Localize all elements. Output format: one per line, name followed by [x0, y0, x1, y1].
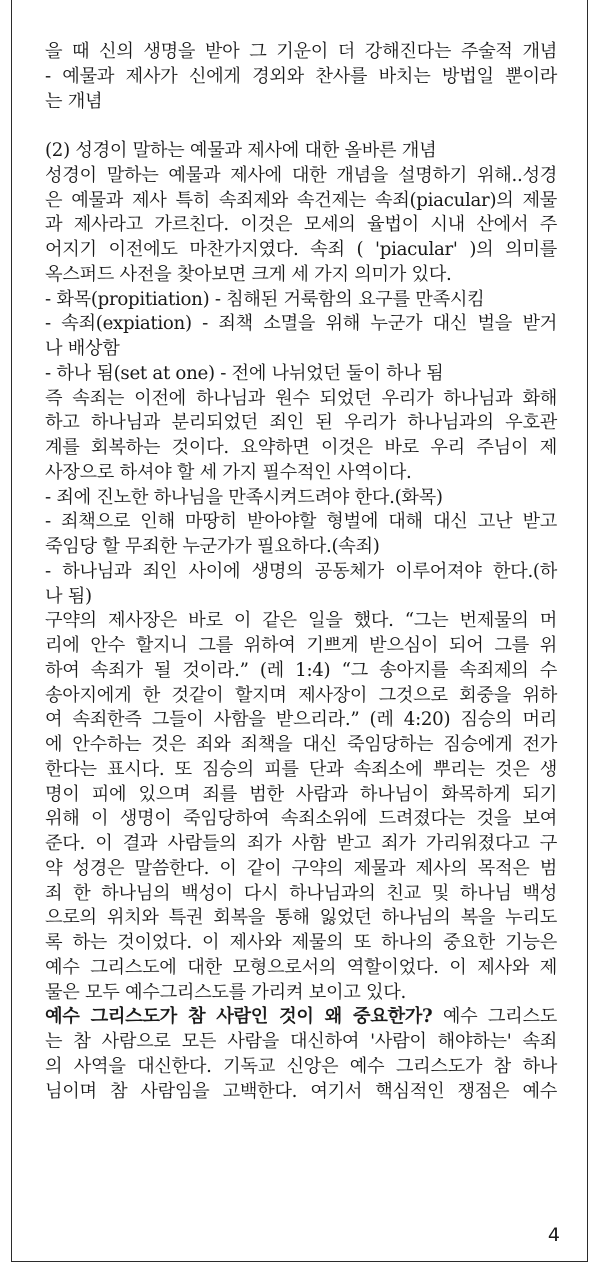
section-heading: (2) 성경이 말하는 예물과 제사에 대한 올바른 개념 [45, 140, 437, 161]
text-line: 명이 피에 있으며 죄를 범한 사람과 하나님이 화목하게 되기 [45, 783, 557, 805]
list-item: - 하나님과 죄인 사이에 생명의 공동체가 이루어져야 한다.(하 [45, 560, 557, 582]
text-line: 물은 모두 예수그리스도를 가리켜 보이고 있다. [45, 981, 407, 1003]
text-line: 성경이 말하는 예물과 제사에 대한 개념을 설명하기 위해..성경 [45, 164, 557, 186]
text-line: 에 안수하는 것은 죄와 죄책을 대신 죽임당하는 짐승에게 전가 [45, 734, 557, 755]
question-line-rest: 예수 그리스도 [432, 1006, 557, 1028]
text-line: 하고 하나님과 분리되었던 죄인 된 우리가 하나님과의 우호관 [45, 412, 557, 434]
list-item: - 죄책으로 인해 마땅히 받아야할 형벌에 대해 대신 고난 받고 [45, 511, 557, 533]
text-line: 으로의 위치와 특권 회복을 통해 잃었던 하나님의 복을 누리도 [45, 907, 557, 929]
text-line: 한다는 표시다. 또 짐승의 피를 단과 속죄소에 뿌리는 것은 생 [45, 758, 557, 780]
text-line: 을 때 신의 생명을 받아 그 기운이 더 강해진다는 주술적 개념 [45, 41, 557, 62]
text-line: 죄 한 하나님의 백성이 다시 하나님과의 친교 및 하나님 백성 [45, 882, 557, 904]
text-line: 는 개념 [45, 90, 103, 112]
text-line: 록 하는 것이었다. 이 제사와 제물의 또 하나의 중요한 기능은 [45, 932, 557, 953]
text-line: 나 됨) [45, 585, 92, 607]
blank-line [45, 114, 557, 139]
text-line: 죽임당 할 무죄한 누군가가 필요하다.(속죄) [45, 536, 380, 557]
text-line: 어지기 이전에도 마찬가지였다. 속죄 ( 'piacular' )의 의미를 [45, 239, 557, 260]
text-line: 하여 속죄가 될 것이라.” (레 1:4) “그 송아지를 속죄제의 수 [45, 659, 557, 681]
text-line: 리에 안수 할지니 그를 위하여 기쁘게 받으심이 되어 그를 위 [45, 635, 557, 656]
page-number: 4 [547, 1224, 560, 1246]
text-line: 즉 속죄는 이전에 하나님과 원수 되었던 우리가 하나님과 화해 [45, 387, 557, 409]
text-line: 님이며 참 사람임을 고백한다. 여기서 핵심적인 쟁점은 예수 [45, 1080, 557, 1102]
text-line: 는 참 사람으로 모든 사람을 대신하여 '사람이 해야하는' 속죄 [45, 1031, 557, 1052]
text-line: 약 성경은 말씀한다. 이 같이 구약의 제물과 제사의 목적은 범 [45, 857, 557, 879]
question-line [45, 1005, 557, 1030]
text-line: - 예물과 제사가 신에게 경외와 찬사를 바치는 방법일 뿐이라 [45, 65, 557, 87]
document-body [45, 40, 557, 1104]
text-line: 나 배상함 [45, 338, 120, 359]
text-line: 은 예물과 제사 특히 속죄제와 속건제는 속죄(piacular)의 제물 [45, 189, 557, 211]
text-line: 준다. 이 결과 사람들의 죄가 사함 받고 죄가 가리워졌다고 구 [45, 833, 557, 854]
bold-question: 예수 그리스도가 참 사람인 것이 왜 중요한가? [45, 1006, 433, 1028]
text-line: 의 사역을 대신한다. 기독교 신앙은 예수 그리스도가 참 하나 [45, 1055, 557, 1077]
text-line: 위해 이 생명이 죽임당하여 속죄소위에 드려졌다는 것을 보여 [45, 808, 557, 830]
text-line: 송아지에게 한 것같이 할지며 제사장이 그것으로 회중을 위하 [45, 684, 557, 706]
text-line: 과 제사라고 가르친다. 이것은 모세의 율법이 시내 산에서 주 [45, 214, 557, 236]
list-item: - 죄에 진노한 하나님을 만족시켜드려야 한다.(화목) [45, 486, 443, 508]
list-item: - 화목(propitiation) - 침해된 거룩함의 요구를 만족시킴 [45, 288, 485, 310]
text-line: 구약의 제사장은 바로 이 같은 일을 했다. “그는 번제물의 머 [45, 610, 557, 632]
text-line: 계를 회복하는 것이다. 요약하면 이것은 바로 우리 주님이 제 [45, 437, 557, 458]
text-line: 사장으로 하셔야 할 세 가지 필수적인 사역이다. [45, 461, 412, 483]
list-item: - 속죄(expiation) - 죄책 소멸을 위해 누군가 대신 벌을 받거 [45, 313, 557, 335]
text-line: 예수 그리스도에 대한 모형으로서의 역할이었다. 이 제사와 제 [45, 956, 557, 978]
text-line: 옥스퍼드 사전을 찾아보면 크게 세 가지 의미가 있다. [45, 263, 452, 285]
text-line: 여 속죄한즉 그들이 사함을 받으리라.” (레 4:20) 짐승의 머리 [45, 709, 557, 731]
list-item: - 하나 됨(set at one) - 전에 나뉘었던 둘이 하나 됨 [45, 362, 444, 384]
